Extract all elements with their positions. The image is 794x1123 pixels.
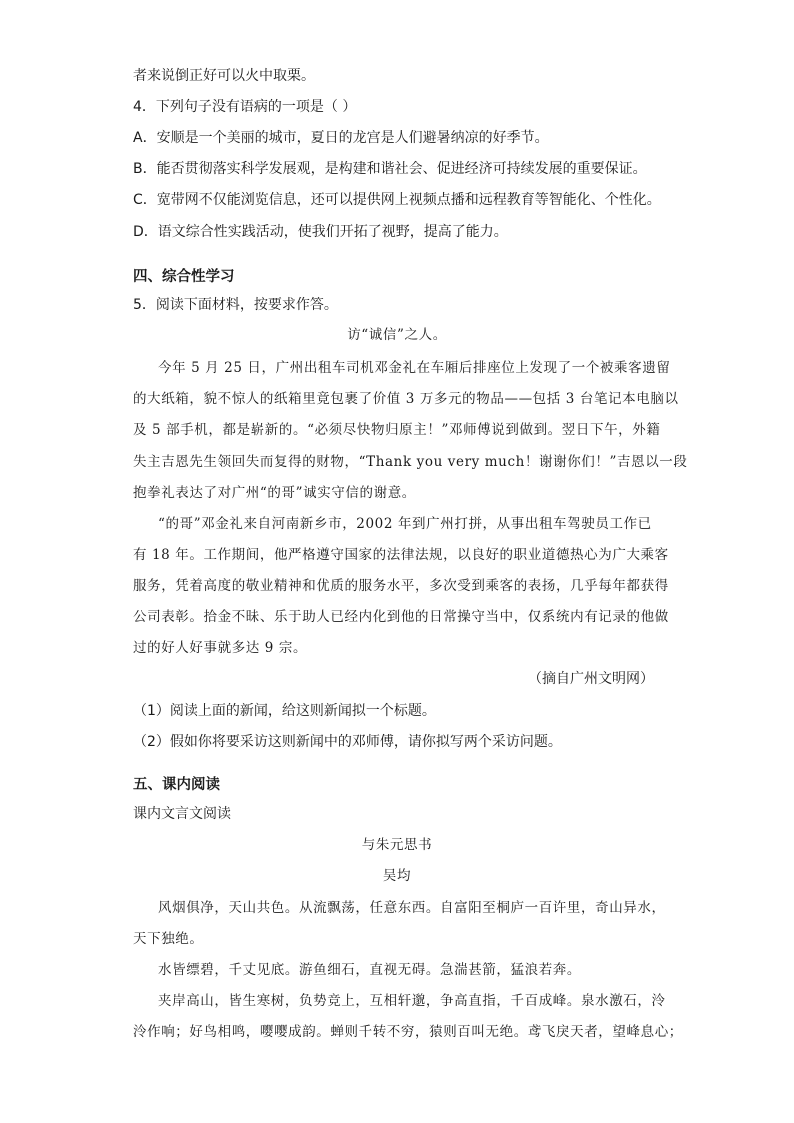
article-paragraph-line: 抱拳礼表达了对广州“的哥”诚实守信的谢意。	[133, 485, 416, 501]
article-paragraph-line: 公司表彰。拾金不昧、乐于助人已经内化到他的日常操守当中，仅系统内有记录的他做	[133, 609, 669, 625]
section-heading-4: 四、综合性学习	[133, 269, 235, 285]
source-citation: （摘自广州文明网）	[528, 671, 654, 687]
article-paragraph-line: 今年 5 月 25 日，广州出租车司机邓金礼在车厢后排座位上发现了一个被乘客遗留	[158, 360, 671, 376]
option-c: C．宽带网不仅能浏览信息，还可以提供网上视频点播和远程教育等智能化、个性化。	[133, 192, 661, 208]
option-a: A．安顺是一个美丽的城市，夏日的龙宫是人们避暑纳凉的好季节。	[133, 130, 549, 146]
article-paragraph-line: “的哥”邓金礼来自河南新乡市，2002 年到广州打拼，从事出租车驾驶员工作已	[158, 516, 652, 532]
article-paragraph-line: 服务，凭着高度的敬业精神和优质的服务水平，多次受到乘客的表扬，几乎每年都获得	[133, 578, 669, 594]
classical-text-line: 泠作响；好鸟相鸣，嘤嘤成韵。蝉则千转不穷，猿则百叫无绝。鸢飞戾天者，望峰息心；	[133, 1024, 683, 1040]
section-heading-5: 五、课内阅读	[133, 777, 220, 793]
article-title: 访“诚信”之人。	[347, 327, 447, 343]
article-paragraph-line: 及 5 部手机，都是崭新的。“必须尽快物归原主！”邓师傅说到做到。翌日下午，外籍	[133, 422, 661, 438]
sub-question-2: （2）假如你将要采访这则新闻中的邓师傅，请你拟写两个采访问题。	[133, 734, 562, 750]
question-4-stem: 4．下列句子没有语病的一项是（ ）	[133, 99, 357, 115]
option-d: D．语文综合性实践活动，使我们开拓了视野，提高了能力。	[133, 224, 508, 240]
article-paragraph-line: 的大纸箱，貌不惊人的纸箱里竟包裹了价值 3 万多元的物品——包括 3 台笔记本电脑以	[133, 391, 679, 407]
classical-text-line: 夹岸高山，皆生寒树，负势竞上，互相轩邈，争高直指，千百成峰。泉水激石，泠	[158, 993, 666, 1009]
article-paragraph-line: 有 18 年。工作期间，他严格遵守国家的法律法规，以良好的职业道德热心为广大乘客	[133, 547, 669, 563]
classical-text-title: 与朱元思书	[361, 837, 433, 853]
classical-text-line: 水皆缥碧，千丈见底。游鱼细石，直视无碍。急湍甚箭，猛浪若奔。	[158, 962, 581, 978]
article-paragraph-line: 失主吉恩先生领回失而复得的财物，“Thank you very much！谢谢你们！”吉恩以一段	[133, 454, 688, 470]
article-paragraph-line: 过的好人好事就多达 9 宗。	[133, 640, 308, 656]
section-subtitle: 课内文言文阅读	[133, 806, 231, 822]
text-line: 者来说倒正好可以火中取栗。	[133, 68, 315, 84]
classical-text-line: 风烟俱净，天山共色。从流飘荡，任意东西。自富阳至桐庐一百许里，奇山异水，	[158, 900, 666, 916]
classical-text-line: 天下独绝。	[133, 931, 204, 947]
question-5-stem: 5．阅读下面材料，按要求作答。	[133, 297, 338, 313]
option-b: B．能否贯彻落实科学发展观，是构建和谐社会、促进经济可持续发展的重要保证。	[133, 161, 647, 177]
sub-question-1: （1）阅读上面的新闻，给这则新闻拟一个标题。	[133, 703, 436, 719]
classical-text-author: 吴均	[382, 868, 412, 884]
